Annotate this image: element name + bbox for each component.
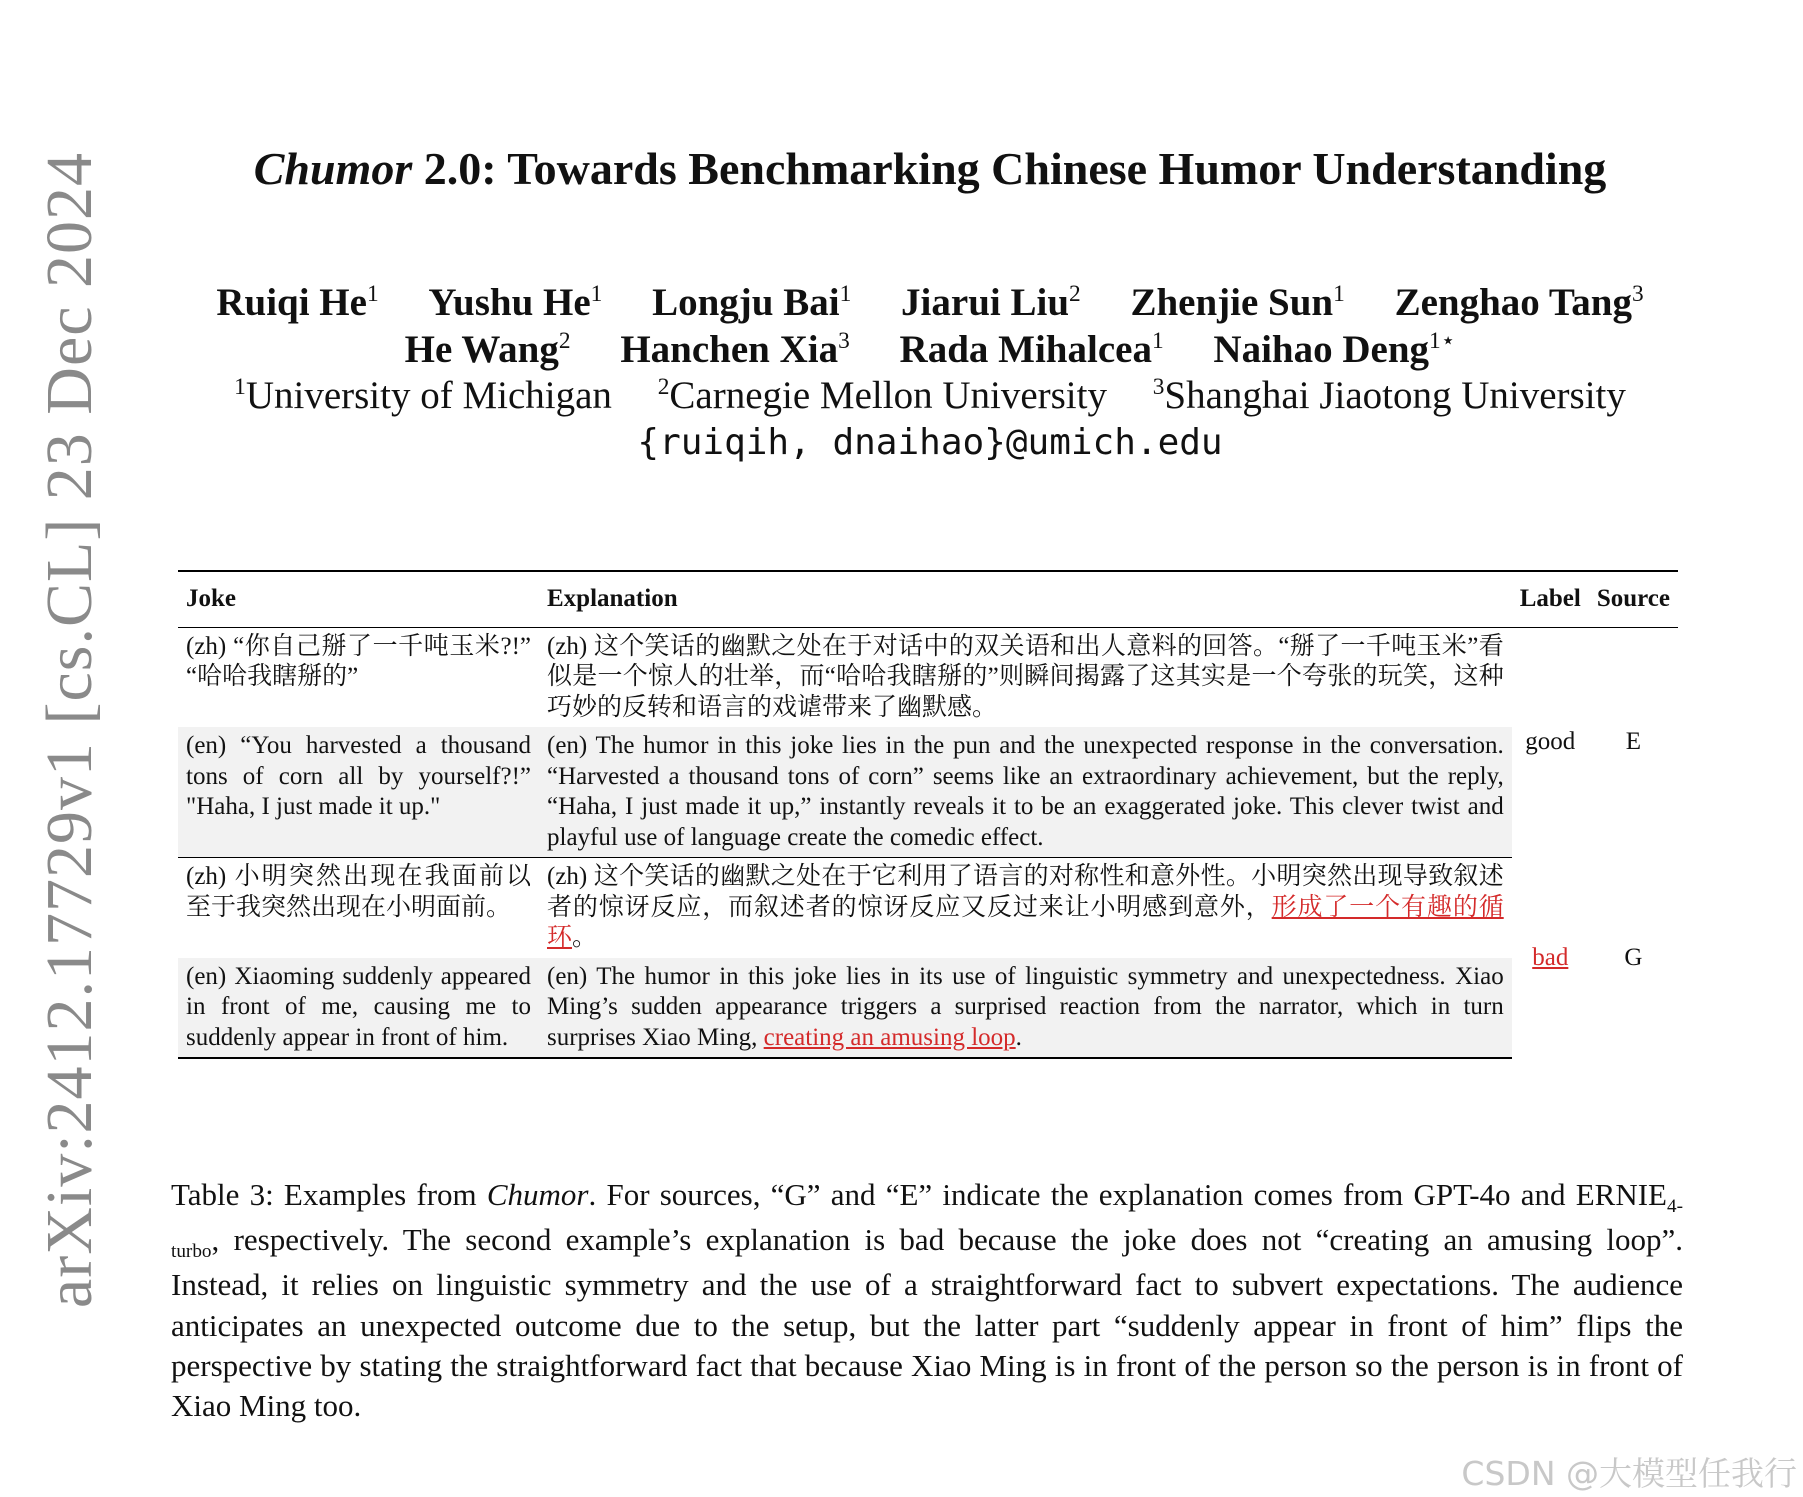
author-sup: 1 (366, 281, 379, 307)
caption-text: . For sources, “G” and “E” indicate the explanation comes from GPT-4o and ERNIE (588, 1177, 1667, 1212)
author-name: Ruiqi He (216, 281, 367, 324)
affiliation-sup: 2 (657, 374, 670, 400)
author-sup: 3 (1631, 281, 1644, 307)
table-row (178, 627, 1678, 727)
title-rest: 2.0: Towards Benchmarking Chinese Humor Understanding (412, 143, 1607, 194)
label-cell: good (1525, 728, 1576, 756)
title-italic: Chumor (253, 143, 413, 194)
affiliation (658, 373, 1107, 418)
highlighted-phrase-zh: 形成了一个有趣的循环 (547, 893, 1504, 951)
affiliation-name: University of Michigan (245, 374, 612, 417)
author-name: Jiarui Liu (901, 281, 1070, 324)
explanation-zh: (zh) 这个笑话的幽默之处在于对话中的双关语和出人意料的回答。“掰了一千吨玉米”看似是一个惊人的壮举，而“哈哈我瞎掰的”则瞬间揭露了这其实是一个夸张的玩笑，这种巧妙的反转和语言的戏谑带来了幽默感。 (547, 632, 1504, 721)
joke-en: (en) “You harvested a thousand tons of corn all by yourself?!” "Haha, I just made it up." (178, 727, 539, 858)
source-cell: E (1625, 728, 1642, 756)
affiliation (1153, 373, 1626, 418)
caption-subscript: 4-turbo (171, 1196, 1683, 1263)
author-sup: 2 (1069, 281, 1081, 307)
explanation-en (539, 958, 1512, 1059)
joke-zh: (zh) “你自己掰了一千吨玉米?!” “哈哈我瞎掰的” (186, 632, 531, 690)
author (652, 280, 851, 325)
col-explanation: Explanation (539, 571, 1512, 627)
author-sup: 1 (1151, 328, 1164, 354)
author (216, 280, 378, 325)
caption-italic: Chumor (486, 1177, 589, 1212)
author-name: Yushu He (428, 281, 591, 324)
explanation-zh-text: (zh) 这个笑话的幽默之处在于它利用了语言的对称性和意外性。小明突然出现导致叙述者的惊讶反应，而叙述者的惊讶反应又反过来让小明感到意外， (547, 863, 1504, 921)
author (405, 327, 571, 372)
author-sup: 1 (839, 281, 852, 307)
col-joke: Joke (178, 571, 539, 627)
explanation-zh (539, 858, 1512, 958)
arxiv-id: arXiv:2412.17729v1 [cs.CL] 23 Dec 2024 (33, 151, 107, 1309)
csdn-watermark: CSDN @大模型任我行 (1461, 1454, 1797, 1493)
explanation-zh-end: 。 (572, 924, 598, 951)
affiliation (234, 373, 612, 418)
author (620, 327, 849, 372)
author (1213, 326, 1455, 372)
author-sup: 2 (558, 328, 571, 354)
authors-row-1 (170, 280, 1690, 325)
explanation-en-end: . (1015, 1023, 1022, 1051)
author (1130, 280, 1344, 325)
examples-table (178, 570, 1678, 1059)
author-name: Naihao Deng (1213, 328, 1430, 371)
table-caption (171, 1175, 1683, 1427)
affiliations (170, 373, 1690, 418)
joke-en: (en) Xiaoming suddenly appeared in front of me, causing me to suddenly appear in front of him. (178, 958, 539, 1059)
author (1395, 280, 1644, 325)
author-sup: 1 (1333, 281, 1345, 307)
author (901, 280, 1081, 325)
source-cell: G (1624, 943, 1643, 971)
author-name: Hanchen Xia (620, 328, 839, 371)
author (428, 280, 602, 325)
label-bad: bad (1532, 943, 1569, 971)
author-name: Zenghao Tang (1394, 281, 1632, 324)
col-label: Label (1512, 571, 1589, 627)
affiliation-sup: 3 (1152, 374, 1165, 400)
author-name: Zhenjie Sun (1130, 281, 1334, 324)
caption-text: , respectively. The second example’s explanation is bad because the joke does not “creating an amusing loop”. Instead, it relies on linguistic symmetry and the use of a straightforward fact to subvert expectations. The audience anticipates an unexpected outcome due to the setup, but the latter part “suddenly appear in front of him” flips the perspective by stating the straightforward fact that because Xiao Ming is in front of the person so the person is in front of Xiao Ming too. (171, 1222, 1683, 1424)
author-name: He Wang (404, 328, 559, 371)
arxiv-sidebar (30, 150, 110, 1310)
affiliation-sup: 1 (234, 374, 246, 400)
table-row (178, 958, 1678, 1059)
author-sup: 1 (590, 281, 603, 307)
author-sup: 1⋆ (1429, 328, 1456, 354)
col-source: Source (1589, 571, 1678, 627)
affiliation-name: Shanghai Jiaotong University (1164, 374, 1626, 417)
author-name: Longju Bai (652, 281, 840, 324)
highlighted-phrase-en: creating an amusing loop (763, 1023, 1016, 1051)
author (900, 327, 1164, 372)
paper-title (170, 142, 1690, 195)
authors-row-2 (170, 326, 1690, 372)
table-header-row (178, 571, 1678, 627)
explanation-en-text: (en) The humor in this joke lies in its use of linguistic symmetry and unexpectedness. Xiao Ming’s sudden appearance triggers a surprised reaction from the narrator, which in turn surprises Xiao Ming, (547, 962, 1504, 1051)
author-name: Rada Mihalcea (899, 328, 1152, 371)
affiliation-name: Carnegie Mellon University (669, 374, 1107, 417)
author-sup: 3 (838, 328, 850, 354)
table-row (178, 727, 1678, 858)
table-row (178, 858, 1678, 958)
label-cell (1512, 858, 1589, 1059)
explanation-en: (en) The humor in this joke lies in the pun and the unexpected response in the conversation. “Harvested a thousand tons of corn” seems like an extraordinary achievement, but the reply, “Haha, I just made it up,” instantly reveals it to be an exaggerated joke. This clever twist and playful use of language create the comedic effect. (539, 727, 1512, 858)
caption-text: Table 3: Examples from (171, 1177, 487, 1212)
contact-email[interactable]: {ruiqih, dnaihao}@umich.edu (637, 422, 1223, 463)
joke-zh: (zh) 小明突然出现在我面前以至于我突然出现在小明面前。 (186, 863, 531, 921)
